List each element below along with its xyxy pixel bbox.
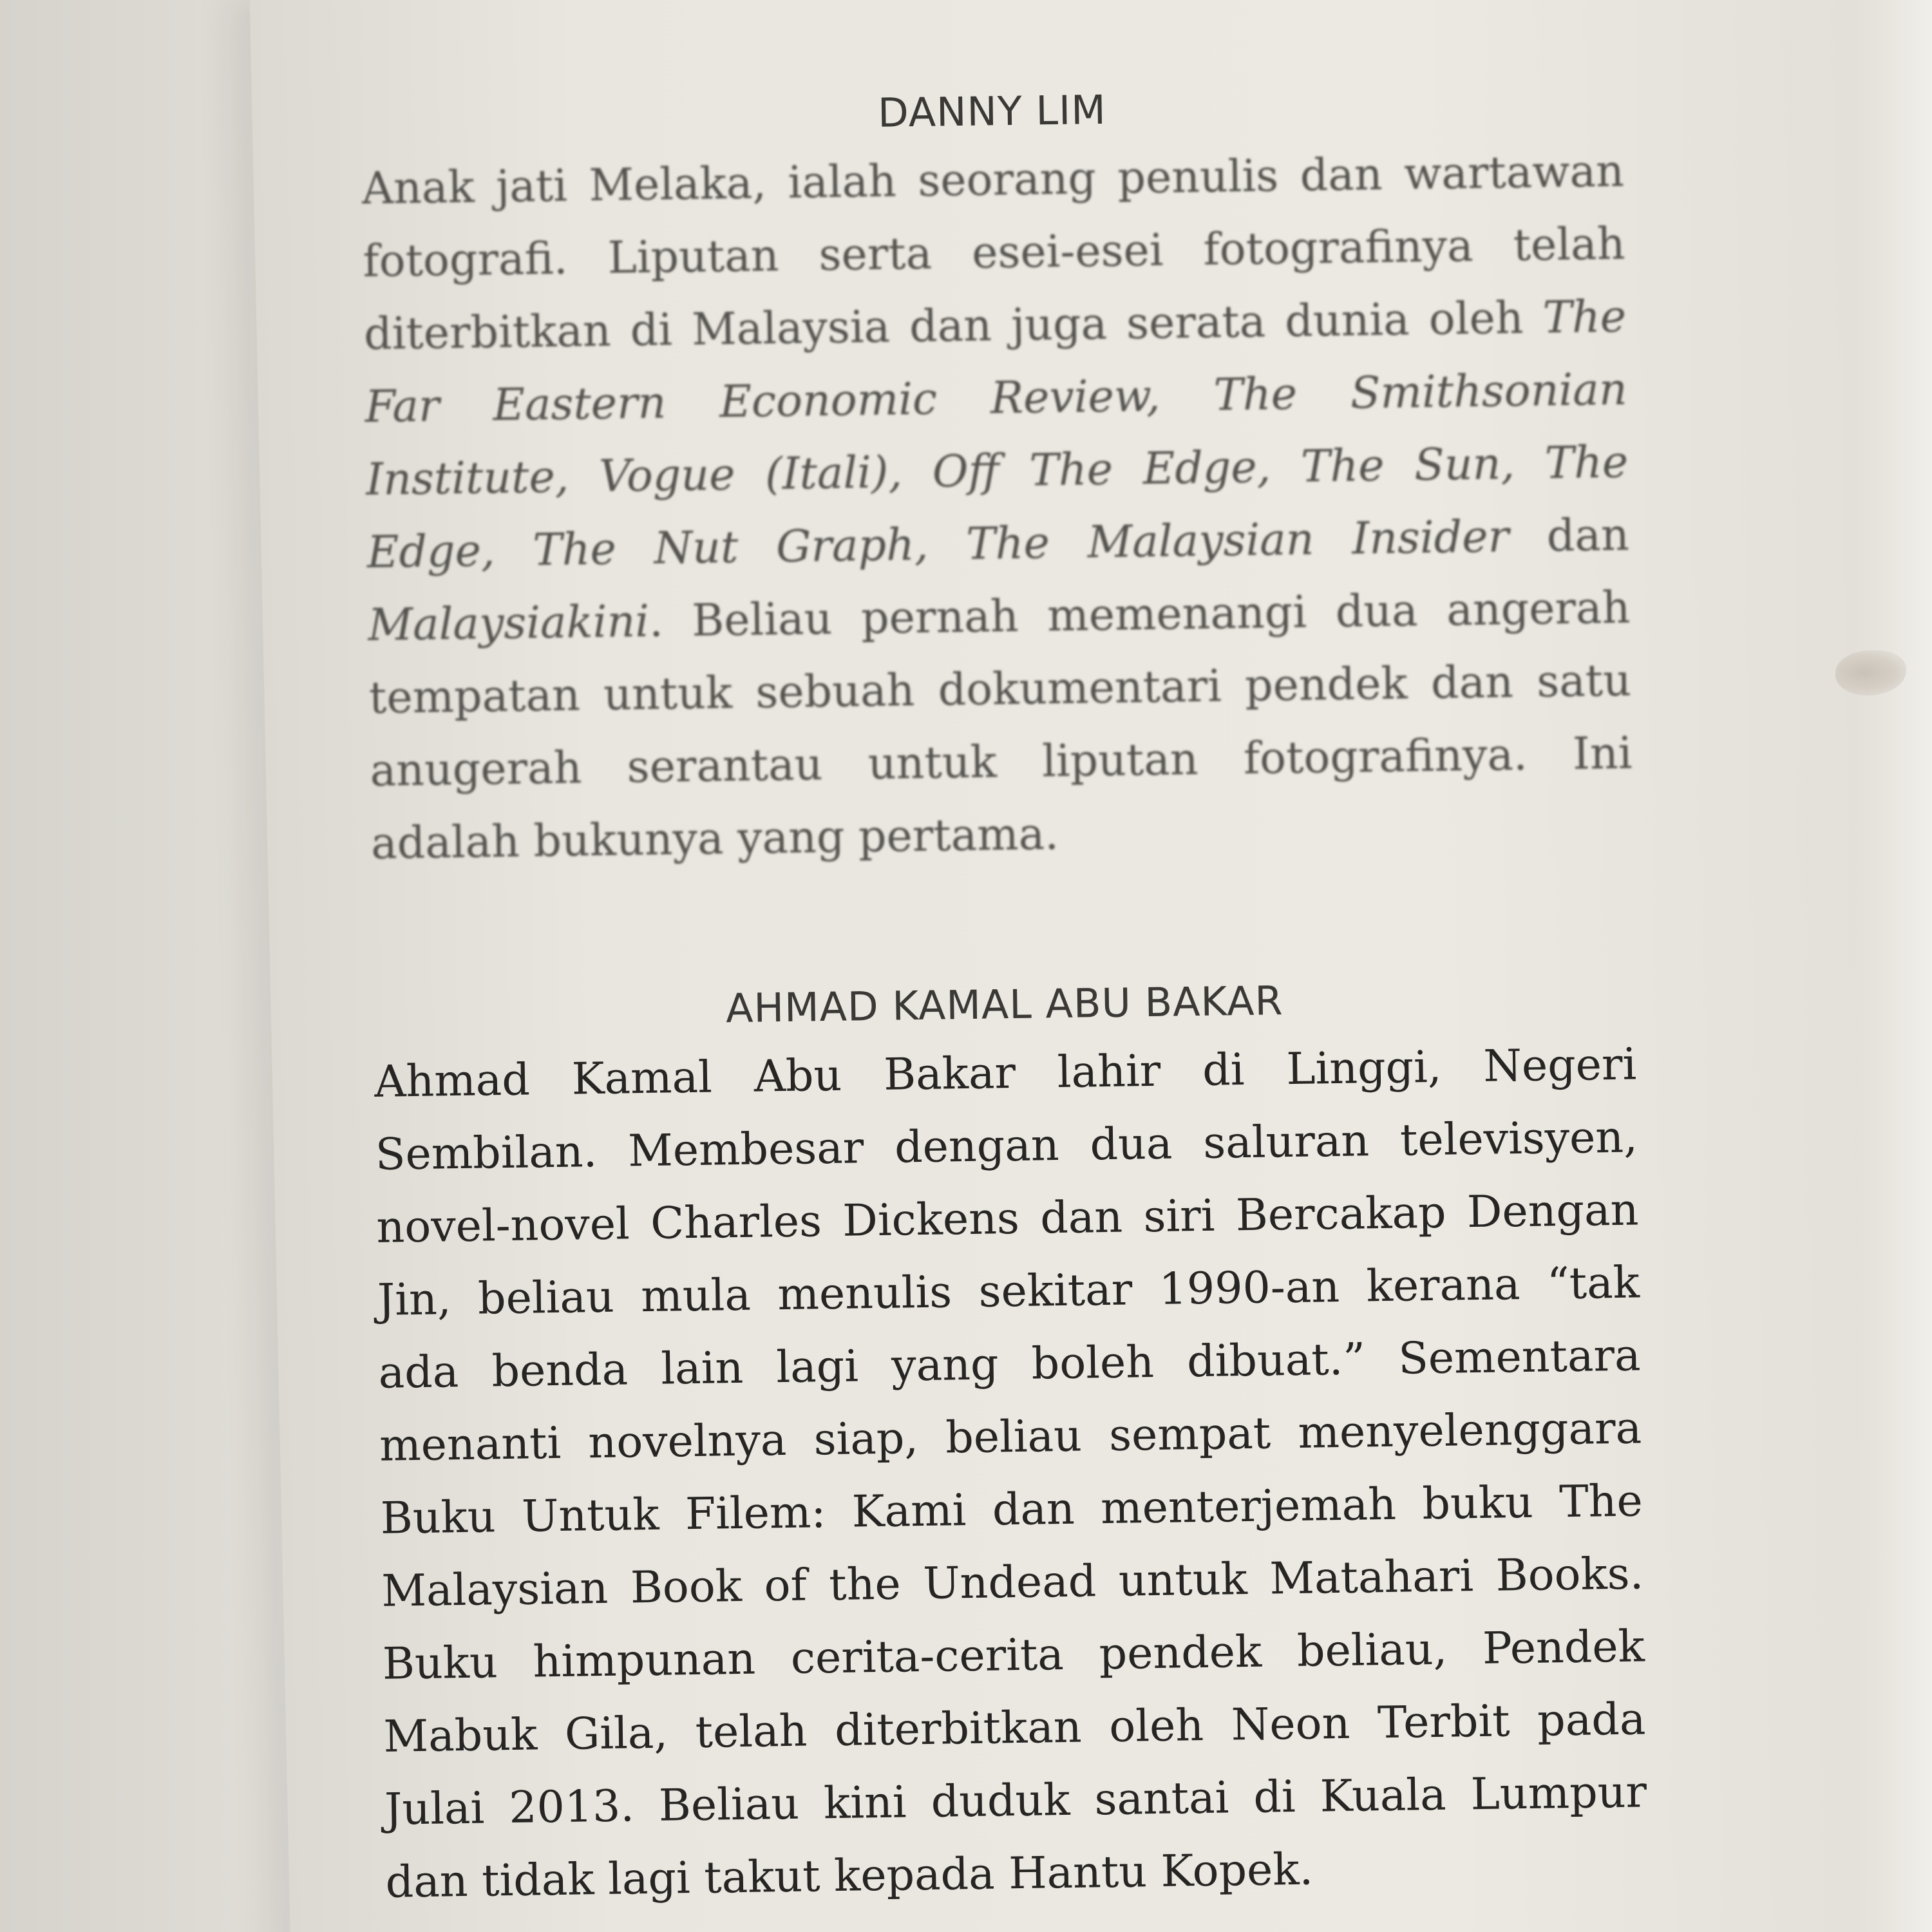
author-section-danny-lim: [361, 79, 1634, 880]
author-bio-paragraph: Ahmad Kamal Abu Bakar lahir di Linggi, Negeri Sembilan. Membesar dengan dua saluran televisyen, novel-novel Charles Dickens dan siri Bercakap Dengan Jin, beliau mula menulis sekitar 1990-an kerana “tak ada benda lain lagi yang boleh dibuat.” Sementara menanti novelnya siap, beliau sempat menyelenggara Buku Untuk Filem: Kami dan menterjemah buku The Malaysian Book of the Undead untuk Matahari Books. Buku himpunan cerita-cerita pendek beliau, Pendek Mabuk Gila, telah diterbitkan oleh Neon Terbit pada Julai 2013. Beliau kini duduk santai di Kuala Lumpur dan tidak lagi takut kepada Hantu Kopek.: [374, 1039, 1647, 1908]
bio-text: . Beliau pernah memenangi dua angerah tempatan untuk sebuah dokumentari pendek dan satu anugerah serantau untuk liputan fotografinya. Ini adalah bukunya yang pertama.: [368, 582, 1633, 869]
author-section-ahmad-kamal: [373, 972, 1648, 1918]
bio-publication-italic: Malaysiakini: [367, 596, 650, 651]
page-edge: [1855, 0, 1932, 1932]
bio-text: Anak jati Melaka, ialah seorang penulis dan wartawan fotografi. Liputan serta esei-esei fotografinya telah diterbitkan di Malaysia dan juga serata dunia oleh: [361, 146, 1625, 360]
author-name-heading: DANNY LIM: [877, 86, 1107, 137]
bio-publications-italic: The Far Eastern Economic Review, The Smithsonian Institute, Vogue (Itali), Off The Edge, The Sun, The Edge, The Nut Graph, The Malaysian Insider: [365, 291, 1629, 578]
author-bio-paragraph: [361, 135, 1634, 880]
bio-text: dan: [1508, 509, 1630, 563]
author-name-heading: AHMAD KAMAL ABU BAKAR: [725, 977, 1284, 1032]
author-bios: [361, 79, 1648, 1919]
